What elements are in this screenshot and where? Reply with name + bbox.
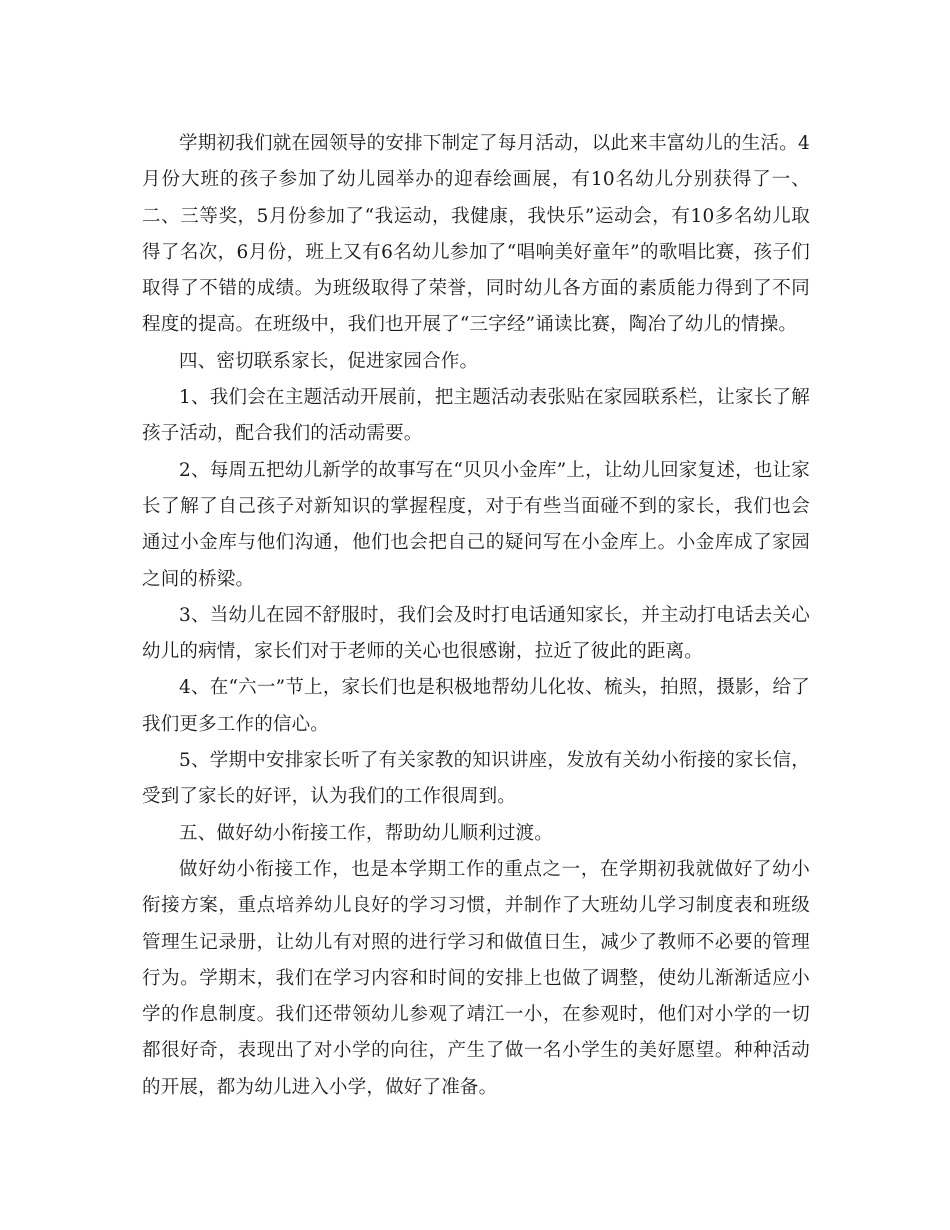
paragraph-item-2: 2、每周五把幼儿新学的故事写在“贝贝小金库”上，让幼儿回家复述，也让家长了解了自己孩子对新知识的掌握程度，对于有些当面碰不到的家长，我们也会通过小金库与他们沟通，他们也会把自己的疑问写在小金库上。小金库成了家园之间的桥梁。 [142, 459, 810, 590]
paragraph-item-5: 5、学期中安排家长听了有关家教的知识讲座，发放有关幼小衔接的家长信，受到了家长的好评，认为我们的工作很周到。 [142, 750, 810, 808]
section-heading-transition: 五、做好幼小衔接工作，帮助幼儿顺利过渡。 [179, 822, 554, 844]
paragraph-item-1: 1、我们会在主题活动开展前，把主题活动表张贴在家园联系栏，让家长了解孩子活动，配合我们的活动需要。 [142, 387, 810, 445]
section-heading-parent-contact: 四、密切联系家长，促进家园合作。 [179, 350, 479, 372]
paragraph-item-3: 3、当幼儿在园不舒服时，我们会及时打电话通知家长，并主动打电话去关心幼儿的病情，家长们对于老师的关心也很感谢，拉近了彼此的距离。 [142, 604, 810, 663]
paragraph-activities: 学期初我们就在园领导的安排下制定了每月活动，以此来丰富幼儿的生活。4月份大班的孩子参加了幼儿园举办的迎春绘画展，有10名幼儿分别获得了一、二、三等奖，5月份参加了“我运动，我健康，我快乐”运动会，有10多名幼儿取得了名次，6月份，班上又有6名幼儿参加了“唱响美好童年”的歌唱比赛，孩子们取得了不错的成绩。为班级取得了荣誉，同时幼儿各方面的素质能力得到了不同程度的提高。在班级中，我们也开展了“三字经”诵读比赛，陶冶了幼儿的情操。 [142, 133, 810, 336]
paragraph-transition: 做好幼小衔接工作，也是本学期工作的重点之一，在学期初我就做好了幼小衔接方案，重点培养幼儿良好的学习习惯，并制作了大班幼儿学习制度表和班级管理生记录册，让幼儿有对照的进行学习和做值日生，减少了教师不必要的管理行为。学期末，我们在学习内容和时间的安排上也做了调整，使幼儿渐渐适应小学的作息制度。我们还带领幼儿参观了靖江一小，在参观时，他们对小学的一切都很好奇，表现出了对小学的向往，产生了做一名小学生的美好愿望。种种活动的开展，都为幼儿进入小学，做好了准备。 [142, 858, 810, 1098]
document-body [142, 126, 810, 1106]
paragraph-item-4: 4、在“六一”节上，家长们也是积极地帮幼儿化妆、梳头，拍照，摄影，给了我们更多工作的信心。 [142, 677, 810, 735]
